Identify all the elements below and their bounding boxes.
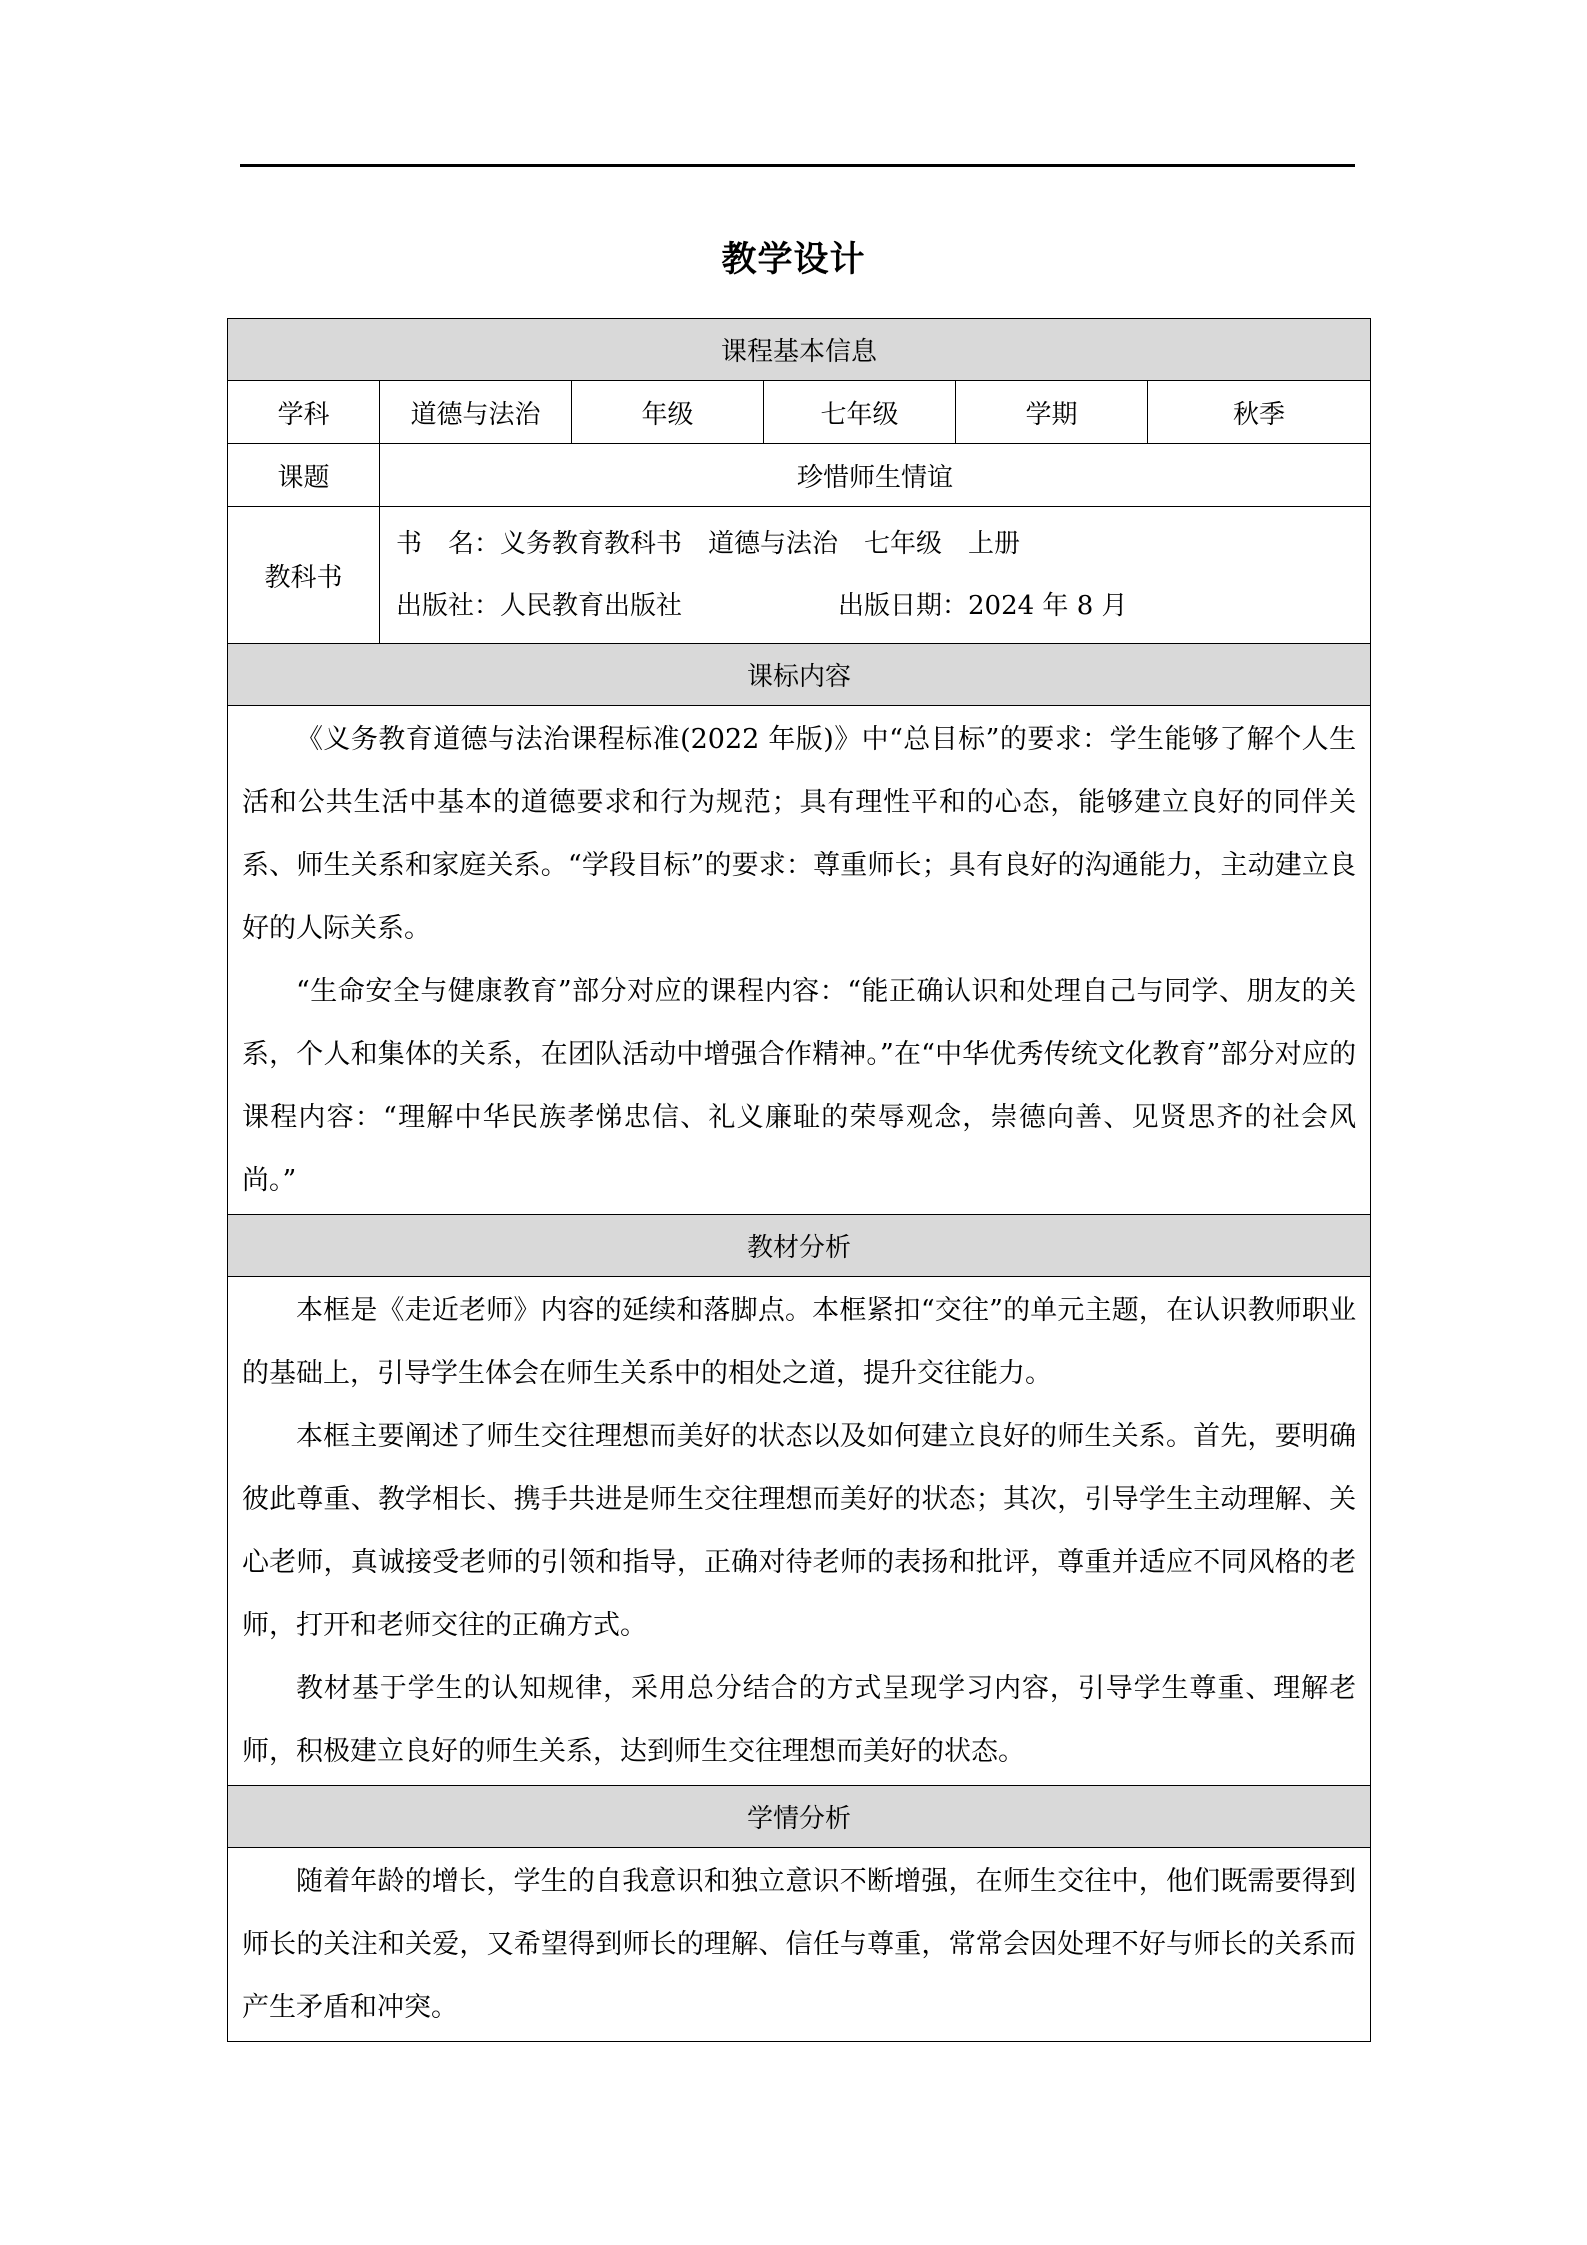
student-analysis-content [228,1848,1371,2042]
topic-value: 珍惜师生情谊 [380,444,1371,507]
grade-label: 年级 [572,381,764,444]
textbook-publisher-line: 出版社：人民教育出版社 出版日期：2024 年 8 月 [396,591,1128,621]
grade-value: 七年级 [764,381,956,444]
lesson-design-table [227,318,1371,2042]
material-analysis-paragraph: 教材基于学生的认知规律，采用总分结合的方式呈现学习内容，引导学生尊重、理解老师，积极建立良好的师生关系，达到师生交往理想而美好的状态。 [242,1673,1357,1767]
topic-label: 课题 [228,444,380,507]
standards-content-row [228,706,1371,1215]
textbook-name-line: 书 名：义务教育教科书 道德与法治 七年级 上册 [396,529,1021,559]
textbook-details [380,507,1371,644]
material-analysis-paragraph: 本框是《走近老师》内容的延续和落脚点。本框紧扣“交往”的单元主题，在认识教师职业的基础上，引导学生体会在师生关系中的相处之道，提升交往能力。 [242,1295,1357,1389]
material-analysis-header: 教材分析 [228,1215,1371,1277]
topic-row [228,444,1371,507]
material-analysis-content-row [228,1277,1371,1786]
course-meta-row [228,381,1371,444]
standards-header-row [228,644,1371,706]
standards-paragraph: 《义务教育道德与法治课程标准(2022 年版)》中“总目标”的要求：学生能够了解个人生活和公共生活中基本的道德要求和行为规范；具有理性平和的心态，能够建立良好的同伴关系、师生关系和家庭关系。“学段目标”的要求：尊重师长；具有良好的沟通能力，主动建立良好的人际关系。 [242,724,1357,944]
course-info-header: 课程基本信息 [228,319,1371,381]
subject-label: 学科 [228,381,380,444]
textbook-label: 教科书 [228,507,380,644]
student-analysis-paragraph: 随着年龄的增长，学生的自我意识和独立意识不断增强，在师生交往中，他们既需要得到师长的关注和关爱，又希望得到师长的理解、信任与尊重，常常会因处理不好与师长的关系而产生矛盾和冲突。 [242,1866,1357,2023]
standards-header: 课标内容 [228,644,1371,706]
material-analysis-paragraph: 本框主要阐述了师生交往理想而美好的状态以及如何建立良好的师生关系。首先，要明确彼此尊重、教学相长、携手共进是师生交往理想而美好的状态；其次，引导学生主动理解、关心老师，真诚接受老师的引领和指导，正确对待老师的表扬和批评，尊重并适应不同风格的老师，打开和老师交往的正确方式。 [242,1421,1357,1641]
subject-value: 道德与法治 [380,381,572,444]
student-analysis-content-row [228,1848,1371,2042]
term-label: 学期 [956,381,1148,444]
student-analysis-header: 学情分析 [228,1786,1371,1848]
textbook-row [228,507,1371,644]
material-analysis-header-row [228,1215,1371,1277]
header-rule [240,164,1355,167]
course-info-header-row [228,319,1371,381]
standards-content [228,706,1371,1215]
term-value: 秋季 [1148,381,1371,444]
document-title: 教学设计 [721,239,866,280]
student-analysis-header-row [228,1786,1371,1848]
standards-paragraph: “生命安全与健康教育”部分对应的课程内容：“能正确认识和处理自己与同学、朋友的关系，个人和集体的关系，在团队活动中增强合作精神。”在“中华优秀传统文化教育”部分对应的课程内容：“理解中华民族孝悌忠信、礼义廉耻的荣辱观念，崇德向善、见贤思齐的社会风尚。” [242,976,1357,1196]
material-analysis-content [228,1277,1371,1786]
